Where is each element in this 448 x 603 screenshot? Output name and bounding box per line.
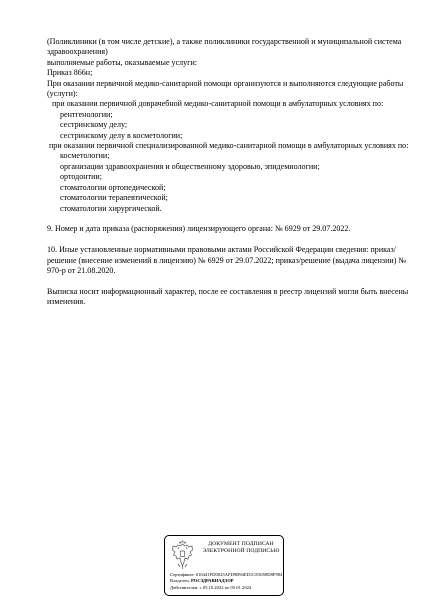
stamp-title-line: ДОКУМЕНТ ПОДПИСАН (208, 541, 274, 547)
stamp-title-line: ЭЛЕКТРОННОЙ ПОДПИСЬЮ (202, 548, 280, 554)
text-line: выполняемые работы, оказываемые услуги: (47, 57, 198, 67)
validity-row (170, 585, 282, 591)
certificate-value: 016441FD0025AFD9B94ED1CE5058D8F984 (195, 572, 283, 577)
primary-pre-doctor-heading: при оказании первичной доврачебной медико-санитарной помощи в амбулаторных условиях по: (52, 99, 384, 109)
owner-value: РОСЗДРАВНАДЗОР (191, 578, 234, 584)
text-line: Приказ 866н; (47, 68, 93, 78)
validity-value: с 05.10.2022 по 05.01.2024 (199, 584, 252, 590)
disclaimer-note: Выписка носит информационный характер, после ее составления в реестр лицензий могли быть внесены изменения. (47, 286, 409, 307)
section-10: 10. Иные установленные нормативными правовыми актами Российской Федерации сведения: приказ/решение (внесение изменений в лицензию) № 6929 от 29.07.2022; приказ/решение (выдача лицензии) № 970-р от 21.08.2020. (47, 245, 407, 275)
list-item: ортодонтии; (60, 172, 102, 182)
text-line: (Поликлиники (в том числе детские), а также поликлиники государственной и муниципальной система здравоохранения) (47, 37, 402, 57)
list-item: стоматологии терапевтической; (60, 193, 168, 203)
list-item: косметологии; (60, 151, 110, 161)
list-item: сестринскому делу в косметологии; (60, 130, 183, 140)
coat-of-arms-icon (170, 540, 195, 570)
list-item: стоматологии хирургической. (60, 203, 162, 213)
certificate-label: Сертификат: (170, 572, 195, 577)
owner-label: Владелец: (170, 578, 190, 584)
electronic-signature-stamp (164, 535, 284, 596)
document-body (47, 37, 412, 308)
list-item: сестринскому делу; (60, 120, 128, 130)
section-9: 9. Номер и дата приказа (распоряжения) лицензирующего органа: № 6929 от 29.07.2022. (47, 224, 351, 234)
stamp-title (201, 541, 281, 555)
list-item: рентгенологии; (60, 109, 113, 119)
list-item: организации здравоохранения и общественному здоровью, эпидемиологии; (60, 161, 320, 171)
stamp-details (170, 572, 282, 591)
list-item: стоматологии ортопедической; (60, 182, 166, 192)
primary-specialized-heading: при оказании первичной специализированной медико-санитарной помощи в амбулаторных условиях по: (49, 141, 409, 151)
validity-label: Действителен: (170, 584, 199, 590)
text-line: При оказании первичной медико-санитарной помощи организуются и выполняются следующие работы (услуги): (47, 78, 404, 99)
